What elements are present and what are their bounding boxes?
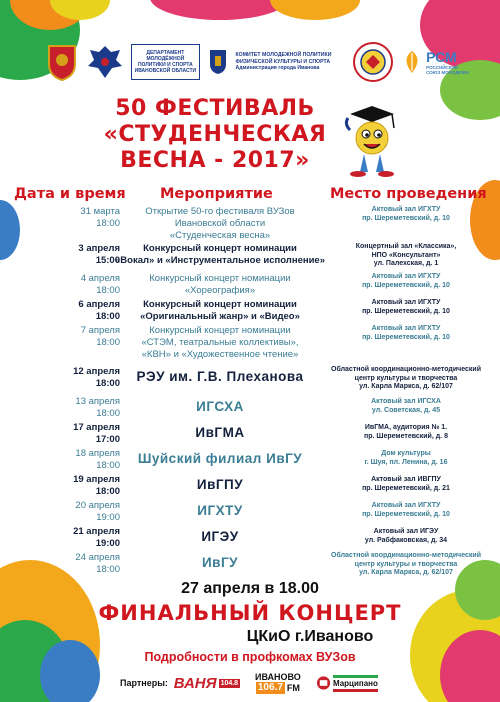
event-name	[115, 368, 325, 386]
venue-line: Дом культуры	[381, 450, 431, 457]
event-line: Конкурсный концерт номинации	[143, 243, 297, 254]
event-date: 7 апреля	[80, 325, 120, 336]
event-line: «Студенческая весна»	[169, 230, 271, 241]
event-venue	[316, 366, 496, 392]
dept-sport-logo	[131, 44, 200, 80]
venue-line: Актовый зал ИВГПУ	[371, 476, 441, 483]
event-datetime	[30, 366, 120, 390]
event-datetime	[30, 526, 120, 550]
partners-label: Партнеры:	[120, 678, 168, 688]
final-concert-title: ФИНАЛЬНЫЙ КОНЦЕРТ	[98, 601, 402, 625]
event-datetime	[30, 396, 120, 420]
venue-line: Концертный зал «Классика»,	[355, 243, 457, 250]
event-venue	[316, 206, 496, 223]
event-datetime	[30, 500, 120, 524]
event-line: ИГХТУ	[197, 503, 243, 518]
event-line: «Хореография»	[184, 285, 256, 296]
event-name	[120, 424, 320, 442]
header-venue: Место проведения	[330, 186, 487, 202]
venue-line: Актовый зал ИГСХА	[371, 398, 441, 405]
sponsor-logos	[44, 36, 476, 88]
event-line: Открытие 50-го фестиваля ВУЗов	[145, 206, 295, 217]
venue-line: Актовый зал ИГХТУ	[371, 299, 441, 306]
event-line: «КВН» и «Художественное чтение»	[141, 349, 299, 360]
event-line: ИГСХА	[196, 399, 244, 414]
event-venue	[316, 325, 496, 342]
venue-line: пр. Шереметевский, д. 8	[364, 432, 448, 440]
venue-line: пр. Шереметевский, д. 10	[362, 307, 450, 315]
event-line: Конкурсный концерт номинации	[143, 299, 297, 310]
shop-flag-icon	[316, 675, 331, 691]
radio-vanya-logo	[174, 671, 240, 695]
committee-logo-text: КОМИТЕТ МОЛОДЕЖНОЙ ПОЛИТИКИ ФИЗИЧЕСКОЙ КУЛЬТУРЫ И СПОРТА Администрация города Иванова	[235, 52, 332, 72]
event-name	[120, 502, 320, 520]
event-time: 18:00	[95, 486, 120, 497]
rsm-abbr: РСМ	[426, 48, 457, 65]
radio-ivanovo-freq: 106.7	[257, 682, 283, 693]
coat-of-arms-logo	[44, 40, 79, 84]
event-venue	[316, 476, 496, 493]
shop-name: Марципано	[333, 675, 378, 692]
event-venue	[316, 424, 496, 441]
venue-line: центр культуры и творчества	[354, 560, 458, 568]
event-date: 13 апреля	[75, 396, 120, 407]
final-concert-date: 27 апреля в 18.00	[181, 580, 319, 597]
event-datetime	[30, 552, 120, 576]
venue-line: Актовый зал ИГЭУ	[373, 528, 439, 535]
event-time: 19:00	[96, 512, 120, 523]
shop-logo	[316, 671, 378, 695]
event-date: 19 апреля	[73, 474, 120, 485]
event-datetime	[30, 422, 120, 446]
event-name	[120, 299, 320, 323]
venue-line: пр. Шереметевский, д. 10	[362, 214, 450, 222]
radio-vanya-freq: 104.8	[220, 679, 239, 687]
event-time: 18:00	[96, 285, 120, 296]
event-datetime	[30, 448, 120, 472]
event-line: Конкурсный концерт номинации	[149, 273, 291, 284]
event-date: 18 апреля	[75, 448, 120, 459]
event-time: 19:00	[95, 538, 120, 549]
event-venue	[316, 299, 496, 316]
title-line-2: «СТУДЕНЧЕСКАЯ	[103, 122, 327, 147]
venue-line: Областной координационно-методический	[331, 366, 481, 373]
paint-splash-left	[0, 200, 20, 260]
venue-line: Актовый зал ИГХТУ	[371, 206, 441, 213]
event-date: 4 апреля	[80, 273, 120, 284]
venue-line: Актовый зал ИГХТУ	[371, 325, 441, 332]
event-date: 3 апреля	[78, 243, 120, 254]
event-line: РЭУ им. Г.В. Плеханова	[136, 369, 304, 384]
venue-line: пр. Шереметевский, д. 10	[362, 281, 450, 289]
event-line: «СТЭМ, театральные коллективы»,	[141, 337, 299, 348]
title-line-1: 50 ФЕСТИВАЛЬ	[115, 96, 315, 121]
event-name	[115, 243, 325, 267]
committee-logo	[236, 40, 346, 84]
partners-row	[120, 668, 450, 698]
event-datetime	[30, 206, 120, 230]
event-venue	[316, 528, 496, 545]
venue-line: пр. Шереметевский, д. 10	[362, 510, 450, 518]
radio-vanya-name: ВАНЯ	[173, 674, 217, 692]
eagle-icon	[86, 42, 124, 82]
event-name	[120, 398, 320, 416]
venue-line: ул. Карла Маркса, д. 62/107	[359, 383, 453, 391]
event-name	[120, 273, 320, 297]
event-time: 18:00	[96, 408, 120, 419]
venue-line: ИвГМА, аудитория № 1.	[364, 424, 448, 431]
event-datetime	[30, 474, 120, 498]
university-seal-logo	[352, 40, 395, 84]
final-concert-details: Подробности в профкомах ВУЗов	[144, 650, 356, 664]
event-datetime	[30, 299, 120, 323]
event-line: ИвГМА	[195, 425, 245, 440]
venue-line: ул. Карла Маркса, д. 62/107	[359, 569, 453, 577]
header-date: Дата и время	[14, 186, 126, 202]
event-date: 6 апреля	[78, 299, 120, 310]
venue-line: ул. Советская, д. 45	[371, 406, 441, 414]
event-time: 18:00	[96, 337, 120, 348]
event-venue	[316, 243, 496, 269]
event-datetime	[30, 273, 120, 297]
poster-title	[70, 96, 360, 174]
event-venue	[316, 552, 496, 578]
event-line: ИвГУ	[201, 555, 239, 570]
venue-line: пр. Шереметевский, д. 10	[362, 333, 450, 341]
event-venue	[316, 502, 496, 519]
event-name	[120, 476, 320, 494]
event-venue	[316, 398, 496, 415]
final-concert-venue: ЦКиО г.Иваново	[246, 628, 374, 645]
dept-sport-logo-text: ДЕПАРТАМЕНТ МОЛОДЁЖНОЙ ПОЛИТИКИ И СПОРТА ИВАНОВСКОЙ ОБЛАСТИ	[134, 50, 197, 74]
title-line-3: ВЕСНА - 2017»	[120, 148, 310, 173]
radio-ivanovo-frequency	[256, 682, 300, 694]
rsm-full: РОССИЙСКИЙ СОЮЗ МОЛОДЕЖИ	[426, 64, 469, 75]
event-datetime	[30, 243, 120, 267]
city-emblem-icon	[208, 48, 228, 76]
venue-line: центр культуры и творчества	[354, 374, 458, 382]
event-time: 18:00	[96, 564, 120, 575]
venue-line: ул. Рабфаковская, д. 34	[364, 536, 448, 544]
venue-line: Областной координационно-методический	[331, 552, 481, 559]
event-date: 24 апреля	[75, 552, 120, 563]
event-name	[120, 325, 320, 361]
seal-icon	[352, 41, 394, 83]
city-emblem-logo	[206, 40, 230, 84]
event-name	[120, 554, 320, 572]
event-line: «Оригинальный жанр» и «Видео»	[140, 311, 300, 322]
schedule-headers	[0, 186, 500, 204]
event-line: Конкурсный концерт номинации	[149, 325, 291, 336]
event-name	[120, 528, 320, 546]
event-line: «Вокал» и «Инструментальное исполнение»	[115, 255, 325, 266]
event-line: Шуйский филиал ИвГУ	[137, 451, 303, 466]
radio-ivanovo-logo	[246, 671, 310, 695]
leaf-icon	[401, 49, 423, 75]
event-line: ИвГПУ	[196, 477, 244, 492]
event-time: 17:00	[95, 434, 120, 445]
venue-line: Актовый зал ИГХТУ	[371, 502, 441, 509]
event-line: Ивановской области	[174, 218, 266, 229]
event-time: 18:00	[95, 378, 120, 389]
event-date: 21 апреля	[73, 526, 120, 537]
event-time: 18:00	[96, 460, 120, 471]
event-date: 17 апреля	[73, 422, 120, 433]
coat-of-arms-icon	[45, 42, 79, 82]
rsm-logo	[401, 40, 476, 84]
venue-line: пр. Шереметевский, д. 21	[362, 484, 450, 492]
header-event: Мероприятие	[160, 186, 273, 202]
event-time: 18:00	[96, 218, 120, 229]
paint-splash-top-mid	[150, 0, 290, 20]
event-date: 20 апреля	[75, 500, 120, 511]
event-time: 15:00	[95, 255, 120, 266]
event-venue	[316, 273, 496, 290]
event-name	[110, 450, 330, 468]
student-mascot-icon	[340, 100, 400, 180]
venue-line: Актовый зал ИГХТУ	[371, 273, 441, 280]
radio-ivanovo-city: ИВАНОВО	[254, 672, 301, 682]
event-date: 31 марта	[80, 206, 120, 217]
event-date: 12 апреля	[73, 366, 120, 377]
event-datetime	[30, 325, 120, 349]
russian-eagle-logo	[85, 40, 124, 84]
event-name	[120, 206, 320, 242]
event-time: 18:00	[95, 311, 120, 322]
venue-line: ул. Палехская, д. 1	[373, 260, 439, 268]
paint-splash-top-mid-2	[270, 0, 360, 20]
venue-line: г. Шуя, пл. Ленина, д. 16	[364, 458, 448, 466]
radio-ivanovo-band: FM	[286, 683, 300, 693]
event-line: ИГЭУ	[201, 529, 239, 544]
event-venue	[316, 450, 496, 467]
venue-line: НПО «Консультант»	[371, 251, 441, 259]
